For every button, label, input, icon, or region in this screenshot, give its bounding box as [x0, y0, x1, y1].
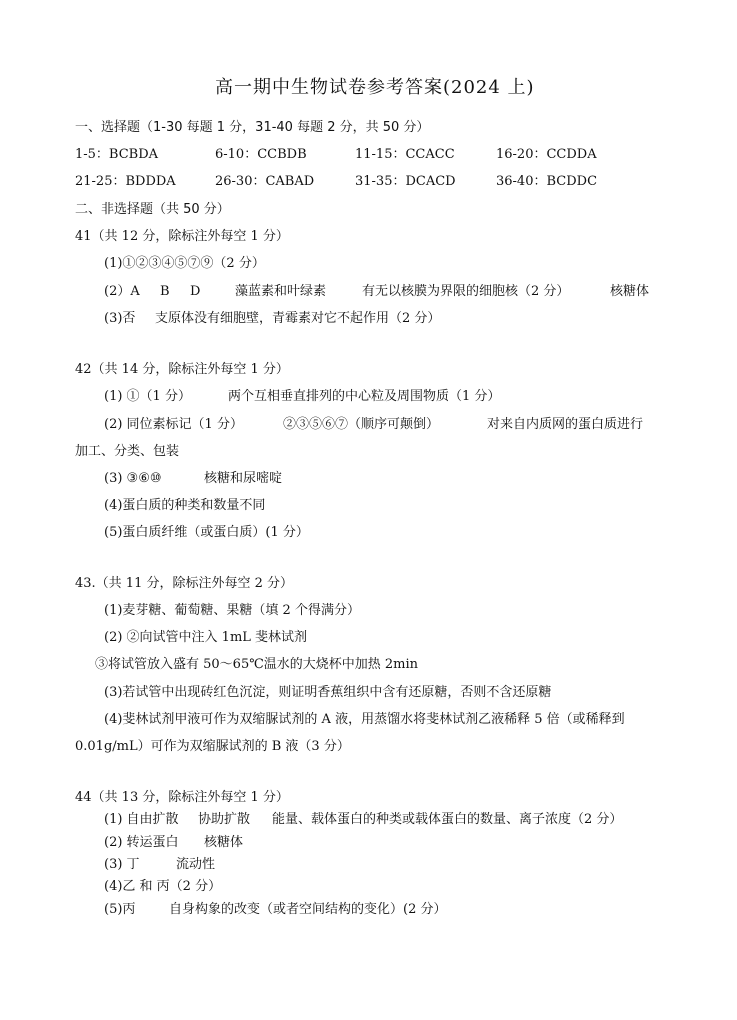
- answer-item: B: [160, 284, 170, 299]
- answer-group: 26-30：CABAD: [215, 174, 315, 189]
- answer-item: 对来自内质网的蛋白质进行: [487, 417, 644, 432]
- answer-line: (4)乙 和 丙（2 分）: [104, 879, 222, 894]
- answer-line: (1)麦芽糖、葡萄糖、果糖（填 2 个得满分）: [104, 603, 360, 618]
- answer-line: (2) ②向试管中注入 1mL 斐林试剂: [104, 630, 308, 645]
- answer-item: 流动性: [176, 857, 216, 872]
- answer-group: 36-40：BCDDC: [496, 174, 598, 189]
- page-title: 高一期中生物试卷参考答案(2024 上): [215, 77, 535, 98]
- question-header: 41（共 12 分，除标注外每空 1 分）: [75, 229, 289, 244]
- answer-line: (5)蛋白质纤维（或蛋白质）(1 分）: [104, 525, 309, 540]
- answer-item: (3) ③⑥⑩: [104, 471, 162, 486]
- answer-item: (1) ①（1 分）: [104, 389, 191, 404]
- answer-group: 31-35：DCACD: [355, 174, 456, 189]
- answer-item: (2) 同位素标记（1 分）: [104, 417, 243, 432]
- answer-item: 核糖和尿嘧啶: [204, 471, 283, 486]
- answer-item: (3) 丁: [104, 857, 140, 872]
- question-header: 43.（共 11 分，除标注外每空 2 分）: [75, 576, 294, 591]
- question-header: 42（共 14 分，除标注外每空 1 分）: [75, 362, 289, 377]
- answer-item: D: [190, 284, 201, 299]
- answer-item: 藻蓝素和叶绿素: [235, 284, 327, 299]
- answer-item: (2) 转运蛋白: [104, 835, 179, 850]
- answer-group: 1-5：BCBDA: [75, 147, 159, 162]
- answer-line: (1)①②③④⑤⑦⑨（2 分）: [104, 256, 265, 271]
- answer-line: (4)蛋白质的种类和数量不同: [104, 498, 266, 513]
- answer-item: 核糖体: [204, 835, 244, 850]
- answer-group: 11-15：CCACC: [355, 147, 455, 162]
- answer-item: ②③⑤⑥⑦（顺序可颠倒）: [283, 417, 440, 432]
- answer-item: 有无以核膜为界限的细胞核（2 分）: [362, 284, 570, 299]
- answer-line: 加工、分类、包装: [75, 444, 180, 459]
- question-header: 44（共 13 分，除标注外每空 1 分）: [75, 790, 289, 805]
- section-heading: 二、非选择题（共 50 分）: [75, 202, 230, 217]
- answer-item: (5)丙: [104, 902, 136, 917]
- answer-item: 核糖体: [610, 284, 650, 299]
- answer-item: (2）A: [104, 284, 140, 299]
- answer-line: 0.01g/mL）可作为双缩脲试剂的 B 液（3 分）: [75, 739, 350, 754]
- answer-group: 16-20：CCDDA: [496, 147, 597, 162]
- answer-group: 6-10：CCBDB: [215, 147, 307, 162]
- answer-item: (3)否: [104, 311, 136, 326]
- answer-item: (1) 自由扩散: [104, 812, 179, 827]
- answer-group: 21-25：BDDDA: [75, 174, 176, 189]
- answer-item: 协助扩散: [198, 812, 251, 827]
- answer-item: 自身构象的改变（或者空间结构的变化）(2 分）: [169, 902, 447, 917]
- answer-item: 支原体没有细胞壁，青霉素对它不起作用（2 分）: [155, 311, 441, 326]
- answer-line: ③将试管放入盛有 50～65℃温水的大烧杯中加热 2min: [95, 657, 419, 672]
- answer-line: (4)斐林试剂甲液可作为双缩脲试剂的 A 液，用蒸馏水将斐林试剂乙液稀释 5 倍（或稀释到: [104, 712, 625, 727]
- section-heading: 一、选择题（1-30 每题 1 分，31-40 每题 2 分，共 50 分）: [75, 120, 430, 135]
- answer-line: (3)若试管中出现砖红色沉淀，则证明香蕉组织中含有还原糖，否则不含还原糖: [104, 685, 552, 700]
- answer-item: 能量、载体蛋白的种类或载体蛋白的数量、离子浓度（2 分）: [272, 812, 623, 827]
- answer-item: 两个互相垂直排列的中心粒及周围物质（1 分）: [228, 389, 501, 404]
